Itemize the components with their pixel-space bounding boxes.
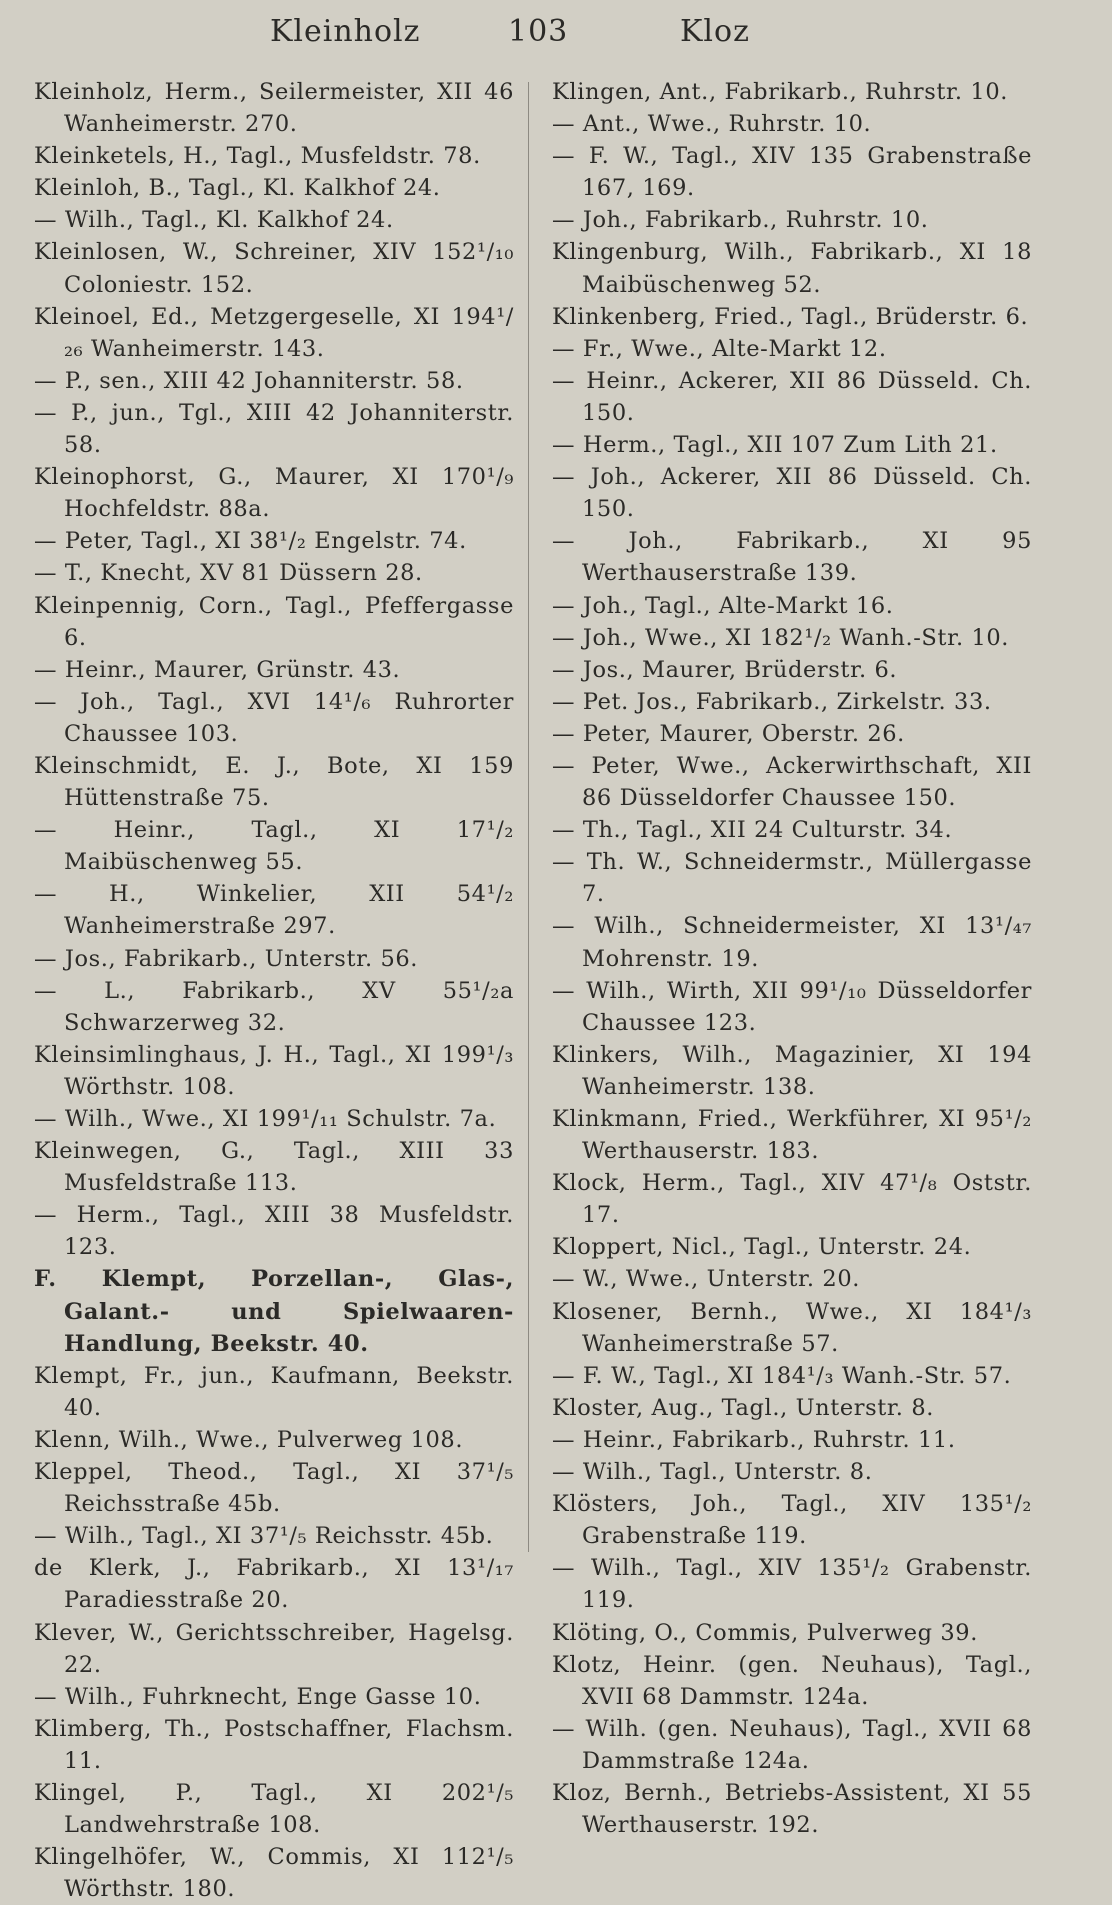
entry: — Joh., Tagl., Alte-Markt 16. xyxy=(552,592,894,619)
entry: Kloppert, Nicl., Tagl., Unterstr. 24. xyxy=(552,1234,972,1261)
entry: de Klerk, J., Fabrikarb., XI 13¹/₁₇ Paradiesstraße 20. xyxy=(34,1555,514,1614)
entry: — Joh., Ackerer, XII 86 Düsseld. Ch. 150. xyxy=(552,464,1032,523)
entry: Kloz, Bernh., Betriebs-Assistent, XI 55 Werthauserstr. 192. xyxy=(552,1779,1032,1839)
entry: Klinkenberg, Fried., Tagl., Brüderstr. 6. xyxy=(552,303,1029,330)
page-number: 103 xyxy=(508,14,569,49)
entry: — Wilh., Fuhrknecht, Enge Gasse 10. xyxy=(34,1683,482,1710)
entry: — Peter, Wwe., Ackerwirthschaft, XII 86 Düsseldorfer Chaussee 150. xyxy=(552,752,1032,812)
entry: — Wilh., Tagl., Kl. Kalkhof 24. xyxy=(34,207,394,234)
entry: — Joh., Fabrikarb., Ruhrstr. 10. xyxy=(552,207,929,234)
entry: — Ant., Wwe., Ruhrstr. 10. xyxy=(552,111,872,138)
entry: Kleinschmidt, E. J., Bote, XI 159 Hüttenstraße 75. xyxy=(34,752,514,812)
entry: — Th. W., Schneidermstr., Müllergasse 7. xyxy=(552,849,1032,908)
entry: Klotz, Heinr. (gen. Neuhaus), Tagl., XVII 68 Dammstr. 124a. xyxy=(552,1651,1032,1710)
entry: — Heinr., Fabrikarb., Ruhrstr. 11. xyxy=(552,1426,956,1453)
page-header xyxy=(0,8,1112,58)
entry: — Joh., Fabrikarb., XI 95 Werthauserstraße 139. xyxy=(552,528,1032,587)
entry: Kleinloh, B., Tagl., Kl. Kalkhof 24. xyxy=(34,175,441,202)
entry: Kleinlosen, W., Schreiner, XIV 152¹/₁₀ Coloniestr. 152. xyxy=(34,239,514,298)
column-divider xyxy=(528,82,529,1552)
entry: Klingenburg, Wilh., Fabrikarb., XI 18 Maibüschenweg 52. xyxy=(552,239,1032,298)
entry: Kleinwegen, G., Tagl., XIII 33 Musfeldstraße 113. xyxy=(34,1138,514,1197)
entry: Kleinophorst, G., Maurer, XI 170¹/₉ Hochfeldstr. 88a. xyxy=(34,464,514,523)
entry: — Wilh. (gen. Neuhaus), Tagl., XVII 68 Dammstraße 124a. xyxy=(552,1715,1032,1774)
entry: — L., Fabrikarb., XV 55¹/₂a Schwarzerweg 32. xyxy=(34,977,514,1036)
entry: Kleinoel, Ed., Metzgergeselle, XI 194¹/₂₆ Wanheimerstr. 143. xyxy=(34,303,514,362)
right-column xyxy=(552,76,1032,1841)
entry: — F. W., Tagl., XI 184¹/₃ Wanh.-Str. 57. xyxy=(552,1362,1012,1389)
entry: Klosener, Bernh., Wwe., XI 184¹/₃ Wanheimerstraße 57. xyxy=(552,1298,1032,1357)
entry: — Fr., Wwe., Alte-Markt 12. xyxy=(552,335,887,362)
entry: — Pet. Jos., Fabrikarb., Zirkelstr. 33. xyxy=(552,688,992,715)
entry: — Jos., Maurer, Brüderstr. 6. xyxy=(552,656,898,683)
entry: Kleinsimlinghaus, J. H., Tagl., XI 199¹/₃ Wörthstr. 108. xyxy=(34,1041,514,1100)
entry: Kleinpennig, Corn., Tagl., Pfeffergasse 6. xyxy=(34,592,514,651)
entry: — Wilh., Wwe., XI 199¹/₁₁ Schulstr. 7a. xyxy=(34,1106,497,1132)
entry: Klingen, Ant., Fabrikarb., Ruhrstr. 10. xyxy=(552,79,1008,105)
entry: Klock, Herm., Tagl., XIV 47¹/₈ Oststr. 17. xyxy=(552,1170,1032,1229)
entry: Kloster, Aug., Tagl., Unterstr. 8. xyxy=(552,1394,934,1421)
business-advertisement: F. Klempt, Porzellan-, Glas-, Galant.- und Spielwaaren-Handlung, Beekstr. 40. xyxy=(34,1266,514,1357)
entry: — Jos., Fabrikarb., Unterstr. 56. xyxy=(34,945,419,972)
entry: Klempt, Fr., jun., Kaufmann, Beekstr. 40. xyxy=(34,1362,514,1421)
entry: — Peter, Tagl., XI 38¹/₂ Engelstr. 74. xyxy=(34,528,467,555)
entry: — H., Winkelier, XII 54¹/₂ Wanheimerstraße 297. xyxy=(34,881,514,940)
entry: — Wilh., Schneidermeister, XI 13¹/₄₇ Mohrenstr. 19. xyxy=(552,913,1032,972)
entry: — P., jun., Tgl., XIII 42 Johanniterstr. 58. xyxy=(34,399,514,459)
entry: — Herm., Tagl., XIII 38 Musfeldstr. 123. xyxy=(34,1202,514,1261)
entry: Kleppel, Theod., Tagl., XI 37¹/₅ Reichsstraße 45b. xyxy=(34,1459,514,1518)
entry: — Herm., Tagl., XII 107 Zum Lith 21. xyxy=(552,432,998,459)
entry: — Peter, Maurer, Oberstr. 26. xyxy=(552,720,905,747)
entry: — Wilh., Tagl., XIV 135¹/₂ Grabenstr. 119. xyxy=(552,1555,1032,1614)
entry: — Wilh., Wirth, XII 99¹/₁₀ Düsseldorfer Chaussee 123. xyxy=(552,977,1032,1036)
entry: Klinkmann, Fried., Werkführer, XI 95¹/₂ Werthauserstr. 183. xyxy=(552,1106,1032,1165)
entry: Klenn, Wilh., Wwe., Pulverweg 108. xyxy=(34,1426,464,1453)
left-column xyxy=(34,76,514,1905)
entry: Klingel, P., Tagl., XI 202¹/₅ Landwehrstraße 108. xyxy=(34,1779,514,1839)
entry: — Joh., Tagl., XVI 14¹/₆ Ruhrorter Chaussee 103. xyxy=(34,688,514,747)
entry: — Wilh., Tagl., Unterstr. 8. xyxy=(552,1459,873,1486)
entry: — Joh., Wwe., XI 182¹/₂ Wanh.-Str. 10. xyxy=(552,624,1010,651)
entry: Klösters, Joh., Tagl., XIV 135¹/₂ Grabenstraße 119. xyxy=(552,1491,1032,1550)
entry: — T., Knecht, XV 81 Düssern 28. xyxy=(34,560,423,587)
entry: Klöting, O., Commis, Pulverweg 39. xyxy=(552,1619,978,1646)
entry: — Heinr., Tagl., XI 17¹/₂ Maibüschenweg 55. xyxy=(34,817,514,876)
entry: — Heinr., Ackerer, XII 86 Düsseld. Ch. 150. xyxy=(552,367,1032,426)
entry: Klingelhöfer, W., Commis, XI 112¹/₅ Wörthstr. 180. xyxy=(34,1844,514,1903)
entry: Kleinholz, Herm., Seilermeister, XII 46 Wanheimerstr. 270. xyxy=(34,79,514,138)
entry: — Heinr., Maurer, Grünstr. 43. xyxy=(34,656,401,683)
entry: — F. W., Tagl., XIV 135 Grabenstraße 167, 169. xyxy=(552,143,1032,202)
entry: Kleinketels, H., Tagl., Musfeldstr. 78. xyxy=(34,143,481,170)
entry: — Th., Tagl., XII 24 Culturstr. 34. xyxy=(552,817,953,844)
entry: — P., sen., XIII 42 Johanniterstr. 58. xyxy=(34,367,464,394)
header-right-keyword: Kloz xyxy=(680,14,750,49)
entry: — W., Wwe., Unterstr. 20. xyxy=(552,1266,860,1293)
entry: Klinkers, Wilh., Magazinier, XI 194 Wanheimerstr. 138. xyxy=(552,1041,1032,1100)
entry: — Wilh., Tagl., XI 37¹/₅ Reichsstr. 45b. xyxy=(34,1523,494,1550)
entry: Klever, W., Gerichtsschreiber, Hagelsg. 22. xyxy=(34,1619,514,1678)
entry: Klimberg, Th., Postschaffner, Flachsm. 11. xyxy=(34,1715,514,1774)
header-left-keyword: Kleinholz xyxy=(270,14,421,49)
